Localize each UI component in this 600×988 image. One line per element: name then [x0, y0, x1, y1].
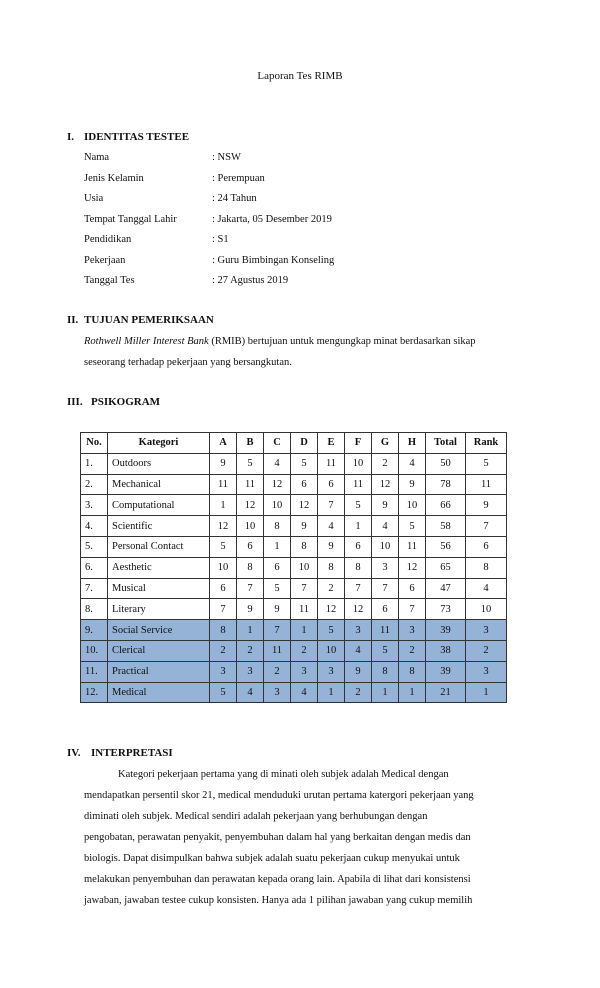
score-cell: 7	[237, 578, 264, 599]
section-interpretasi-heading	[67, 747, 173, 759]
score-cell: 9	[345, 661, 372, 682]
score-cell: 38	[426, 640, 466, 661]
score-cell: 39	[426, 661, 466, 682]
score-cell: 7	[399, 599, 426, 620]
column-header: C	[264, 433, 291, 454]
identity-row	[84, 172, 334, 193]
score-cell: 10	[291, 557, 318, 578]
category-name: Mechanical	[108, 474, 210, 495]
score-cell: 2	[210, 640, 237, 661]
score-cell: 1	[210, 495, 237, 516]
score-cell: 21	[426, 682, 466, 703]
tujuan-line	[84, 331, 530, 352]
identity-value: : S1	[212, 234, 229, 245]
table-row	[81, 495, 507, 516]
column-header: Kategori	[108, 433, 210, 454]
category-name: Practical	[108, 661, 210, 682]
row-number: 5.	[81, 536, 108, 557]
column-header: H	[399, 433, 426, 454]
table-row	[81, 516, 507, 537]
score-cell: 4	[466, 578, 507, 599]
score-cell: 12	[318, 599, 345, 620]
identity-label: Nama	[84, 152, 110, 163]
score-cell: 58	[426, 516, 466, 537]
section-title: PSIKOGRAM	[91, 396, 161, 408]
row-number: 6.	[81, 557, 108, 578]
table-row	[81, 599, 507, 620]
score-cell: 5	[210, 682, 237, 703]
score-cell: 10	[466, 599, 507, 620]
identity-value: : Guru Bimbingan Konseling	[212, 254, 335, 266]
score-cell: 73	[426, 599, 466, 620]
score-cell: 5	[372, 640, 399, 661]
score-cell: 7	[466, 516, 507, 537]
score-cell: 5	[264, 578, 291, 599]
section-psikogram-heading	[67, 396, 160, 408]
score-cell: 6	[210, 578, 237, 599]
interpretasi-line: diminati oleh subjek. Medical sendiri adalah pekerjaan yang berhubungan dengan	[84, 811, 428, 822]
score-cell: 8	[264, 516, 291, 537]
score-cell: 4	[399, 453, 426, 474]
psikogram-table	[80, 432, 507, 703]
row-number: 1.	[81, 453, 108, 474]
score-cell: 9	[372, 495, 399, 516]
score-cell: 5	[466, 453, 507, 474]
score-cell: 3	[237, 661, 264, 682]
score-cell: 4	[318, 516, 345, 537]
row-number: 11.	[81, 661, 108, 682]
test-name: Rothwell Miller Interest Bank	[84, 336, 209, 347]
score-cell: 4	[291, 682, 318, 703]
score-cell: 7	[291, 578, 318, 599]
table-row	[81, 640, 507, 661]
score-cell: 1	[466, 682, 507, 703]
score-cell: 2	[237, 640, 264, 661]
score-cell: 6	[237, 536, 264, 557]
identity-label: Tanggal Tes	[84, 275, 135, 286]
row-number: 12.	[81, 682, 108, 703]
score-cell: 8	[318, 557, 345, 578]
score-cell: 1	[372, 682, 399, 703]
score-cell: 8	[345, 557, 372, 578]
score-cell: 2	[264, 661, 291, 682]
score-cell: 10	[345, 453, 372, 474]
score-cell: 47	[426, 578, 466, 599]
score-cell: 2	[399, 640, 426, 661]
table-row	[81, 474, 507, 495]
category-name: Scientific	[108, 516, 210, 537]
section-number: I.	[67, 131, 75, 143]
score-cell: 3	[345, 620, 372, 641]
score-cell: 12	[264, 474, 291, 495]
category-name: Musical	[108, 578, 210, 599]
identity-value: : 27 Agustus 2019	[212, 275, 289, 286]
column-header: Rank	[466, 433, 507, 454]
score-cell: 11	[318, 453, 345, 474]
table-row	[81, 453, 507, 474]
section-number: III.	[67, 396, 83, 408]
score-cell: 8	[372, 661, 399, 682]
section-tujuan-heading	[67, 314, 214, 326]
score-cell: 1	[264, 536, 291, 557]
score-cell: 10	[372, 536, 399, 557]
score-cell: 6	[345, 536, 372, 557]
table-row	[81, 578, 507, 599]
column-header: Total	[426, 433, 466, 454]
section-number: IV.	[67, 747, 81, 759]
identity-label: Jenis Kelamin	[84, 172, 144, 184]
score-cell: 5	[318, 620, 345, 641]
category-name: Computational	[108, 495, 210, 516]
table-row	[81, 682, 507, 703]
score-cell: 11	[345, 474, 372, 495]
score-cell: 11	[399, 536, 426, 557]
score-cell: 9	[466, 495, 507, 516]
score-cell: 2	[372, 453, 399, 474]
score-cell: 8	[237, 557, 264, 578]
table-row	[81, 661, 507, 682]
column-header: A	[210, 433, 237, 454]
column-header: E	[318, 433, 345, 454]
score-cell: 11	[210, 474, 237, 495]
category-name: Aesthetic	[108, 557, 210, 578]
identity-label: Tempat Tanggal Lahir	[84, 213, 177, 225]
score-cell: 8	[466, 557, 507, 578]
row-number: 10.	[81, 640, 108, 661]
score-cell: 12	[345, 599, 372, 620]
score-cell: 2	[466, 640, 507, 661]
score-cell: 6	[291, 474, 318, 495]
score-cell: 50	[426, 453, 466, 474]
identity-row	[84, 192, 334, 213]
section-title: IDENTITAS TESTEE	[84, 131, 190, 143]
identity-label: Pekerjaan	[84, 254, 126, 266]
identity-row	[84, 274, 334, 295]
identity-row	[84, 254, 334, 275]
score-cell: 12	[237, 495, 264, 516]
score-cell: 8	[399, 661, 426, 682]
score-cell: 10	[318, 640, 345, 661]
score-cell: 66	[426, 495, 466, 516]
score-cell: 6	[318, 474, 345, 495]
score-cell: 1	[291, 620, 318, 641]
column-header: No.	[81, 433, 108, 454]
category-name: Medical	[108, 682, 210, 703]
identity-list	[84, 151, 334, 295]
identity-value: : Perempuan	[212, 172, 265, 184]
score-cell: 10	[264, 495, 291, 516]
column-header: F	[345, 433, 372, 454]
category-name: Personal Contact	[108, 536, 210, 557]
score-cell: 6	[466, 536, 507, 557]
score-cell: 12	[210, 516, 237, 537]
score-cell: 4	[345, 640, 372, 661]
tujuan-paragraph	[84, 331, 530, 373]
score-cell: 3	[210, 661, 237, 682]
report-title: Laporan Tes RIMB	[257, 70, 343, 82]
score-cell: 11	[466, 474, 507, 495]
score-cell: 8	[291, 536, 318, 557]
section-title: TUJUAN PEMERIKSAAN	[84, 314, 214, 326]
table-header-row	[81, 433, 507, 454]
score-cell: 3	[466, 620, 507, 641]
identity-row	[84, 151, 334, 172]
interpretasi-line: Kategori pekerjaan pertama yang di minati oleh subjek adalah Medical dengan	[118, 769, 449, 780]
score-cell: 6	[399, 578, 426, 599]
score-cell: 11	[264, 640, 291, 661]
score-cell: 1	[318, 682, 345, 703]
identity-label: Usia	[84, 193, 104, 204]
score-cell: 10	[399, 495, 426, 516]
score-cell: 7	[318, 495, 345, 516]
table-row	[81, 536, 507, 557]
score-cell: 3	[291, 661, 318, 682]
score-cell: 10	[237, 516, 264, 537]
score-cell: 5	[210, 536, 237, 557]
score-cell: 3	[399, 620, 426, 641]
row-number: 8.	[81, 599, 108, 620]
score-cell: 3	[372, 557, 399, 578]
table-row	[81, 620, 507, 641]
score-cell: 11	[372, 620, 399, 641]
score-cell: 1	[237, 620, 264, 641]
column-header: D	[291, 433, 318, 454]
identity-row	[84, 233, 334, 254]
interpretasi-line: biologis. Dapat disimpulkan bahwa subjek adalah suatu pekerjaan cukup menyukai untuk	[84, 853, 460, 864]
identity-value: : NSW	[212, 152, 241, 163]
score-cell: 5	[345, 495, 372, 516]
category-name: Literary	[108, 599, 210, 620]
score-cell: 5	[399, 516, 426, 537]
score-cell: 56	[426, 536, 466, 557]
score-cell: 12	[291, 495, 318, 516]
row-number: 2.	[81, 474, 108, 495]
interpretasi-line: pengobatan, perawatan penyakit, penyembuhan dalam hal yang berkaitan dengan medis dan	[84, 832, 471, 843]
row-number: 4.	[81, 516, 108, 537]
score-cell: 2	[345, 682, 372, 703]
score-cell: 7	[264, 620, 291, 641]
score-cell: 5	[237, 453, 264, 474]
row-number: 9.	[81, 620, 108, 641]
score-cell: 9	[210, 453, 237, 474]
row-number: 3.	[81, 495, 108, 516]
interpretasi-line: melakukan penyembuhan dan perawatan kepada orang lain. Apabila di lihat dari konsistensi	[84, 874, 471, 885]
score-cell: 1	[345, 516, 372, 537]
tujuan-line: seseorang terhadap pekerjaan yang bersangkutan.	[84, 357, 292, 368]
score-cell: 3	[264, 682, 291, 703]
score-cell: 12	[372, 474, 399, 495]
score-cell: 2	[291, 640, 318, 661]
category-name: Outdoors	[108, 453, 210, 474]
interpretasi-line: mendapatkan persentil skor 21, medical menduduki urutan pertama katergori pekerjaan yang	[84, 790, 474, 801]
score-cell: 11	[237, 474, 264, 495]
category-name: Clerical	[108, 640, 210, 661]
score-cell: 8	[210, 620, 237, 641]
score-cell: 3	[318, 661, 345, 682]
table-row	[81, 557, 507, 578]
section-number: II.	[67, 314, 79, 326]
section-identitas-heading	[67, 131, 189, 143]
score-cell: 9	[318, 536, 345, 557]
interpretasi-paragraph	[84, 764, 530, 911]
score-cell: 9	[399, 474, 426, 495]
identity-value: : Jakarta, 05 Desember 2019	[212, 213, 332, 225]
identity-label: Pendidikan	[84, 234, 132, 245]
score-cell: 4	[372, 516, 399, 537]
score-cell: 9	[237, 599, 264, 620]
score-cell: 7	[210, 599, 237, 620]
score-cell: 65	[426, 557, 466, 578]
score-cell: 7	[345, 578, 372, 599]
score-cell: 6	[264, 557, 291, 578]
score-cell: 1	[399, 682, 426, 703]
interpretasi-line: jawaban, jawaban testee cukup konsisten. Hanya ada 1 pilihan jawaban yang cukup memilih	[84, 895, 473, 906]
score-cell: 78	[426, 474, 466, 495]
tujuan-text: (RMIB) bertujuan untuk mengungkap minat berdasarkan sikap	[208, 336, 476, 347]
row-number: 7.	[81, 578, 108, 599]
score-cell: 7	[372, 578, 399, 599]
score-cell: 39	[426, 620, 466, 641]
table-body	[81, 453, 507, 703]
column-header: B	[237, 433, 264, 454]
column-header: G	[372, 433, 399, 454]
identity-row	[84, 213, 334, 234]
score-cell: 6	[372, 599, 399, 620]
score-cell: 10	[210, 557, 237, 578]
score-cell: 4	[237, 682, 264, 703]
score-cell: 2	[318, 578, 345, 599]
identity-value: : 24 Tahun	[212, 193, 257, 204]
score-cell: 3	[466, 661, 507, 682]
score-cell: 12	[399, 557, 426, 578]
score-cell: 5	[291, 453, 318, 474]
score-cell: 9	[264, 599, 291, 620]
category-name: Social Service	[108, 620, 210, 641]
score-cell: 11	[291, 599, 318, 620]
section-title: INTERPRETASI	[91, 747, 173, 759]
score-cell: 9	[291, 516, 318, 537]
score-cell: 4	[264, 453, 291, 474]
